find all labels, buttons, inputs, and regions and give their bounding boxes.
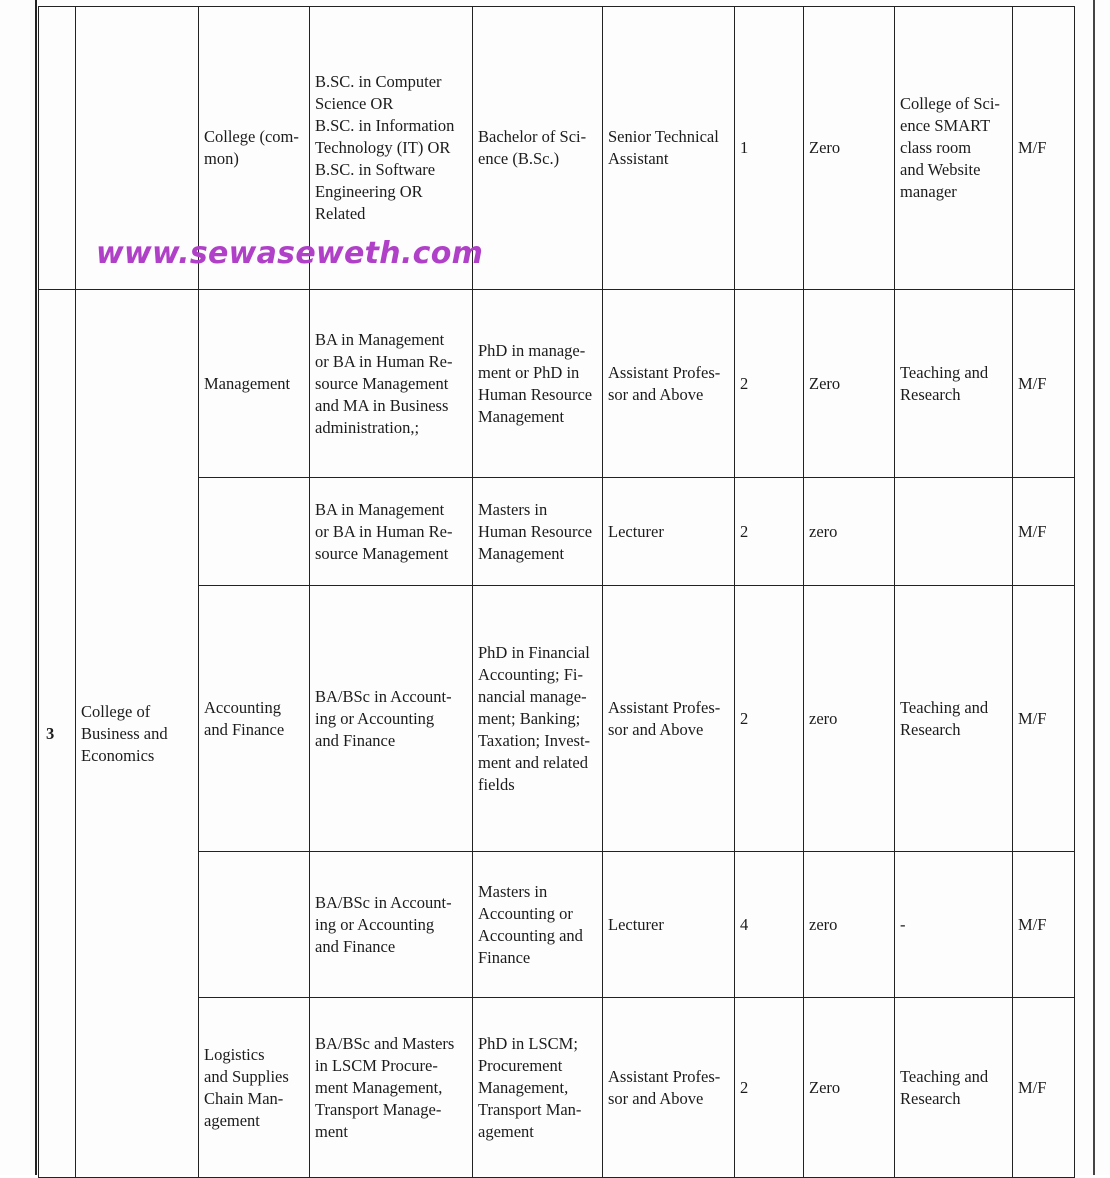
experience-cell	[804, 290, 895, 478]
sex-cell	[1013, 852, 1075, 998]
quantity-cell	[735, 852, 804, 998]
department-cell	[199, 478, 310, 586]
department-cell	[199, 998, 310, 1178]
quantity-text: 2	[740, 521, 749, 541]
minimum-qualification-cell	[473, 852, 603, 998]
position-text: Lecturer	[608, 521, 664, 541]
position-text: Assistant Profes- sor and Above	[608, 697, 721, 739]
minimum-qualification-cell	[473, 586, 603, 852]
minimum-qualification-text: Masters in Human Resource Management	[478, 499, 593, 563]
department-cell	[199, 290, 310, 478]
required-qualification-text: BA in Management or BA in Human Re- source Management and MA in Business administration,;	[315, 329, 453, 437]
sex-cell	[1013, 7, 1075, 290]
page-edge-left	[35, 0, 37, 1175]
minimum-qualification-text: PhD in LSCM; Procurement Management, Transport Man- agement	[478, 1033, 582, 1141]
sex-cell	[1013, 478, 1075, 586]
sex-text: M/F	[1018, 373, 1047, 393]
experience-cell	[804, 998, 895, 1178]
quantity-cell	[735, 998, 804, 1178]
minimum-qualification-cell	[473, 478, 603, 586]
sex-text: M/F	[1018, 708, 1047, 728]
sex-text: M/F	[1018, 914, 1047, 934]
minimum-qualification-cell	[473, 7, 603, 290]
duty-cell	[895, 290, 1013, 478]
college-cell	[76, 290, 199, 1178]
quantity-cell	[735, 586, 804, 852]
experience-cell	[804, 586, 895, 852]
required-qualification-cell	[310, 478, 473, 586]
duty-cell	[895, 7, 1013, 290]
watermark-text: www.sewaseweth.com	[96, 236, 484, 271]
duty-cell	[895, 852, 1013, 998]
department-text: Accounting and Finance	[204, 697, 285, 739]
row-number-text: 3	[46, 723, 55, 743]
duty-cell	[895, 998, 1013, 1178]
department-text: Logistics and Supplies Chain Man- agement	[204, 1044, 289, 1130]
experience-text: zero	[809, 708, 838, 728]
row-number-cell	[39, 7, 76, 290]
quantity-cell	[735, 7, 804, 290]
required-qualification-text: BA/BSc in Account- ing or Accounting and Finance	[315, 686, 452, 750]
required-qualification-cell	[310, 586, 473, 852]
quantity-text: 2	[740, 708, 749, 728]
department-cell	[199, 852, 310, 998]
duty-cell	[895, 586, 1013, 852]
experience-cell	[804, 478, 895, 586]
required-qualification-cell	[310, 998, 473, 1178]
experience-text: zero	[809, 521, 838, 541]
duty-text: Teaching and Research	[900, 1066, 989, 1108]
position-text: Lecturer	[608, 914, 664, 934]
required-qualification-text: BA in Management or BA in Human Re- source Management	[315, 499, 453, 563]
college-name-text: College of Business and Economics	[81, 701, 168, 765]
minimum-qualification-text: PhD in manage- ment or PhD in Human Resource Management	[478, 340, 593, 426]
experience-cell	[804, 852, 895, 998]
quantity-text: 2	[740, 373, 749, 393]
required-qualification-cell	[310, 852, 473, 998]
quantity-text: 4	[740, 914, 749, 934]
vacancy-table	[38, 6, 1075, 1178]
required-qualification-text: BA/BSc in Account- ing or Accounting and Finance	[315, 892, 452, 956]
sex-cell	[1013, 586, 1075, 852]
sex-cell	[1013, 998, 1075, 1178]
experience-text: Zero	[809, 373, 841, 393]
duty-text: Teaching and Research	[900, 362, 989, 404]
position-cell	[603, 7, 735, 290]
position-text: Assistant Profes- sor and Above	[608, 362, 721, 404]
sex-cell	[1013, 290, 1075, 478]
minimum-qualification-cell	[473, 290, 603, 478]
required-qualification-text: B.SC. in Computer Science OR B.SC. in Information Technology (IT) OR B.SC. in Software Engineering OR Related	[315, 72, 455, 223]
required-qualification-cell	[310, 290, 473, 478]
minimum-qualification-text: Masters in Accounting or Accounting and Finance	[478, 881, 583, 967]
position-cell	[603, 478, 735, 586]
row-number-cell	[39, 290, 76, 1178]
position-text: Senior Technical Assistant	[608, 127, 719, 168]
minimum-qualification-text: Bachelor of Sci- ence (B.Sc.)	[478, 127, 587, 168]
table-row	[39, 290, 1075, 478]
required-qualification-text: BA/BSc and Masters in LSCM Procure- ment Management, Transport Manage- ment	[315, 1033, 455, 1141]
sex-text: M/F	[1018, 138, 1047, 157]
department-cell	[199, 586, 310, 852]
quantity-cell	[735, 290, 804, 478]
page-edge-right	[1093, 0, 1095, 1175]
experience-text: zero	[809, 914, 838, 934]
quantity-text: 2	[740, 1077, 749, 1097]
minimum-qualification-cell	[473, 998, 603, 1178]
duty-text: Teaching and Research	[900, 697, 989, 739]
minimum-qualification-text: PhD in Financial Accounting; Fi- nancial manage- ment; Banking; Taxation; Invest- ment and related fields	[478, 642, 591, 794]
position-text: Assistant Profes- sor and Above	[608, 1066, 721, 1108]
duty-text: -	[900, 914, 906, 934]
position-cell	[603, 998, 735, 1178]
experience-text: Zero	[809, 1077, 841, 1097]
position-cell	[603, 290, 735, 478]
experience-text: Zero	[809, 138, 841, 157]
duty-cell	[895, 478, 1013, 586]
position-cell	[603, 852, 735, 998]
duty-text: College of Sci- ence SMART class room and Website manager	[900, 94, 1000, 201]
experience-cell	[804, 7, 895, 290]
position-cell	[603, 586, 735, 852]
department-text: Management	[204, 373, 291, 393]
quantity-cell	[735, 478, 804, 586]
sex-text: M/F	[1018, 521, 1047, 541]
department-text: College (com- mon)	[204, 127, 299, 168]
quantity-text: 1	[740, 138, 749, 157]
sex-text: M/F	[1018, 1077, 1047, 1097]
